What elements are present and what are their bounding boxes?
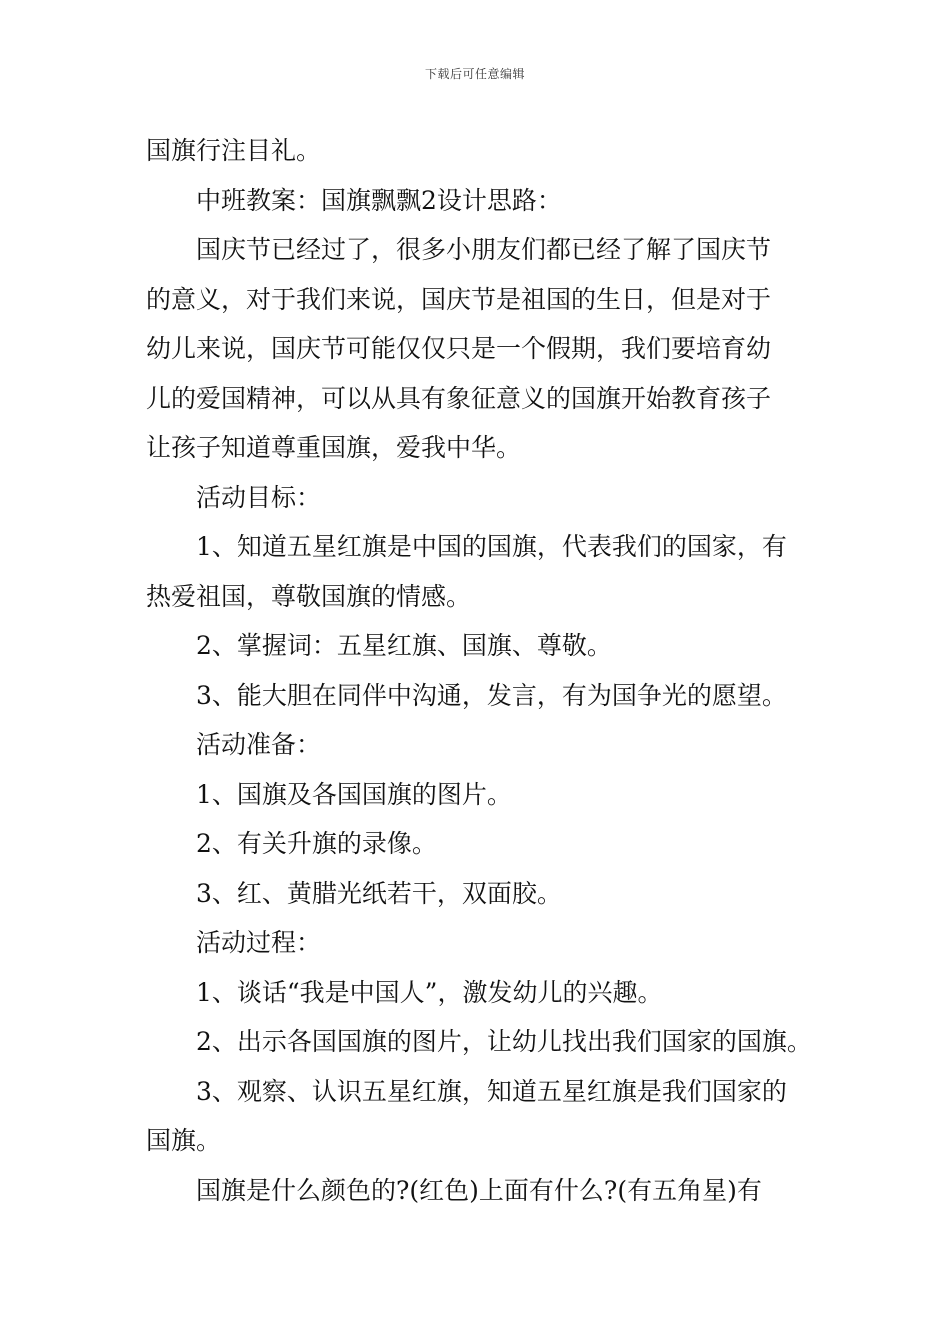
document-body bbox=[146, 126, 810, 1215]
text-line: 国旗行注目礼。 bbox=[146, 136, 322, 165]
text-line: 3、能大胆在同伴中沟通，发言，有为国争光的愿望。 bbox=[196, 680, 787, 710]
text-line: 国庆节已经过了，很多小朋友们都已经了解了国庆节 bbox=[196, 235, 772, 264]
text-line: 活动准备： bbox=[196, 730, 322, 759]
text-line: 国旗。 bbox=[146, 1126, 222, 1155]
text-line: 2、掌握词：五星红旗、国旗、尊敬。 bbox=[196, 631, 612, 660]
text-line: 1、谈话“我是中国人”，激发幼儿的兴趣。 bbox=[196, 977, 663, 1007]
text-line: 2、出示各国国旗的图片，让幼儿找出我们国家的国旗。 bbox=[196, 1027, 812, 1056]
text-line: 儿的爱国精神，可以从具有象征意义的国旗开始教育孩子 bbox=[146, 383, 772, 413]
text-line: 1、知道五星红旗是中国的国旗，代表我们的国家，有 bbox=[196, 532, 787, 561]
text-line: 让孩子知道尊重国旗，爱我中华。 bbox=[146, 433, 522, 462]
text-line: 3、观察、认识五星红旗，知道五星红旗是我们国家的 bbox=[196, 1076, 787, 1106]
text-line: 活动目标： bbox=[196, 482, 322, 512]
text-line: 活动过程： bbox=[196, 928, 322, 957]
text-line: 1、国旗及各国国旗的图片。 bbox=[196, 779, 512, 809]
text-line: 2、有关升旗的录像。 bbox=[196, 829, 437, 858]
text-line: 国旗是什么颜色的?(红色)上面有什么?(有五角星)有 bbox=[196, 1175, 762, 1205]
page-header-note: 下载后可任意编辑 bbox=[424, 67, 525, 81]
text-line: 热爱祖国，尊敬国旗的情感。 bbox=[146, 581, 472, 611]
text-line: 中班教案：国旗飘飘2设计思路： bbox=[196, 185, 562, 215]
text-line: 3、红、黄腊光纸若干，双面胶。 bbox=[196, 878, 562, 908]
text-line: 的意义，对于我们来说，国庆节是祖国的生日，但是对于 bbox=[146, 284, 772, 314]
text-line: 幼儿来说，国庆节可能仅仅只是一个假期，我们要培育幼 bbox=[146, 334, 772, 363]
